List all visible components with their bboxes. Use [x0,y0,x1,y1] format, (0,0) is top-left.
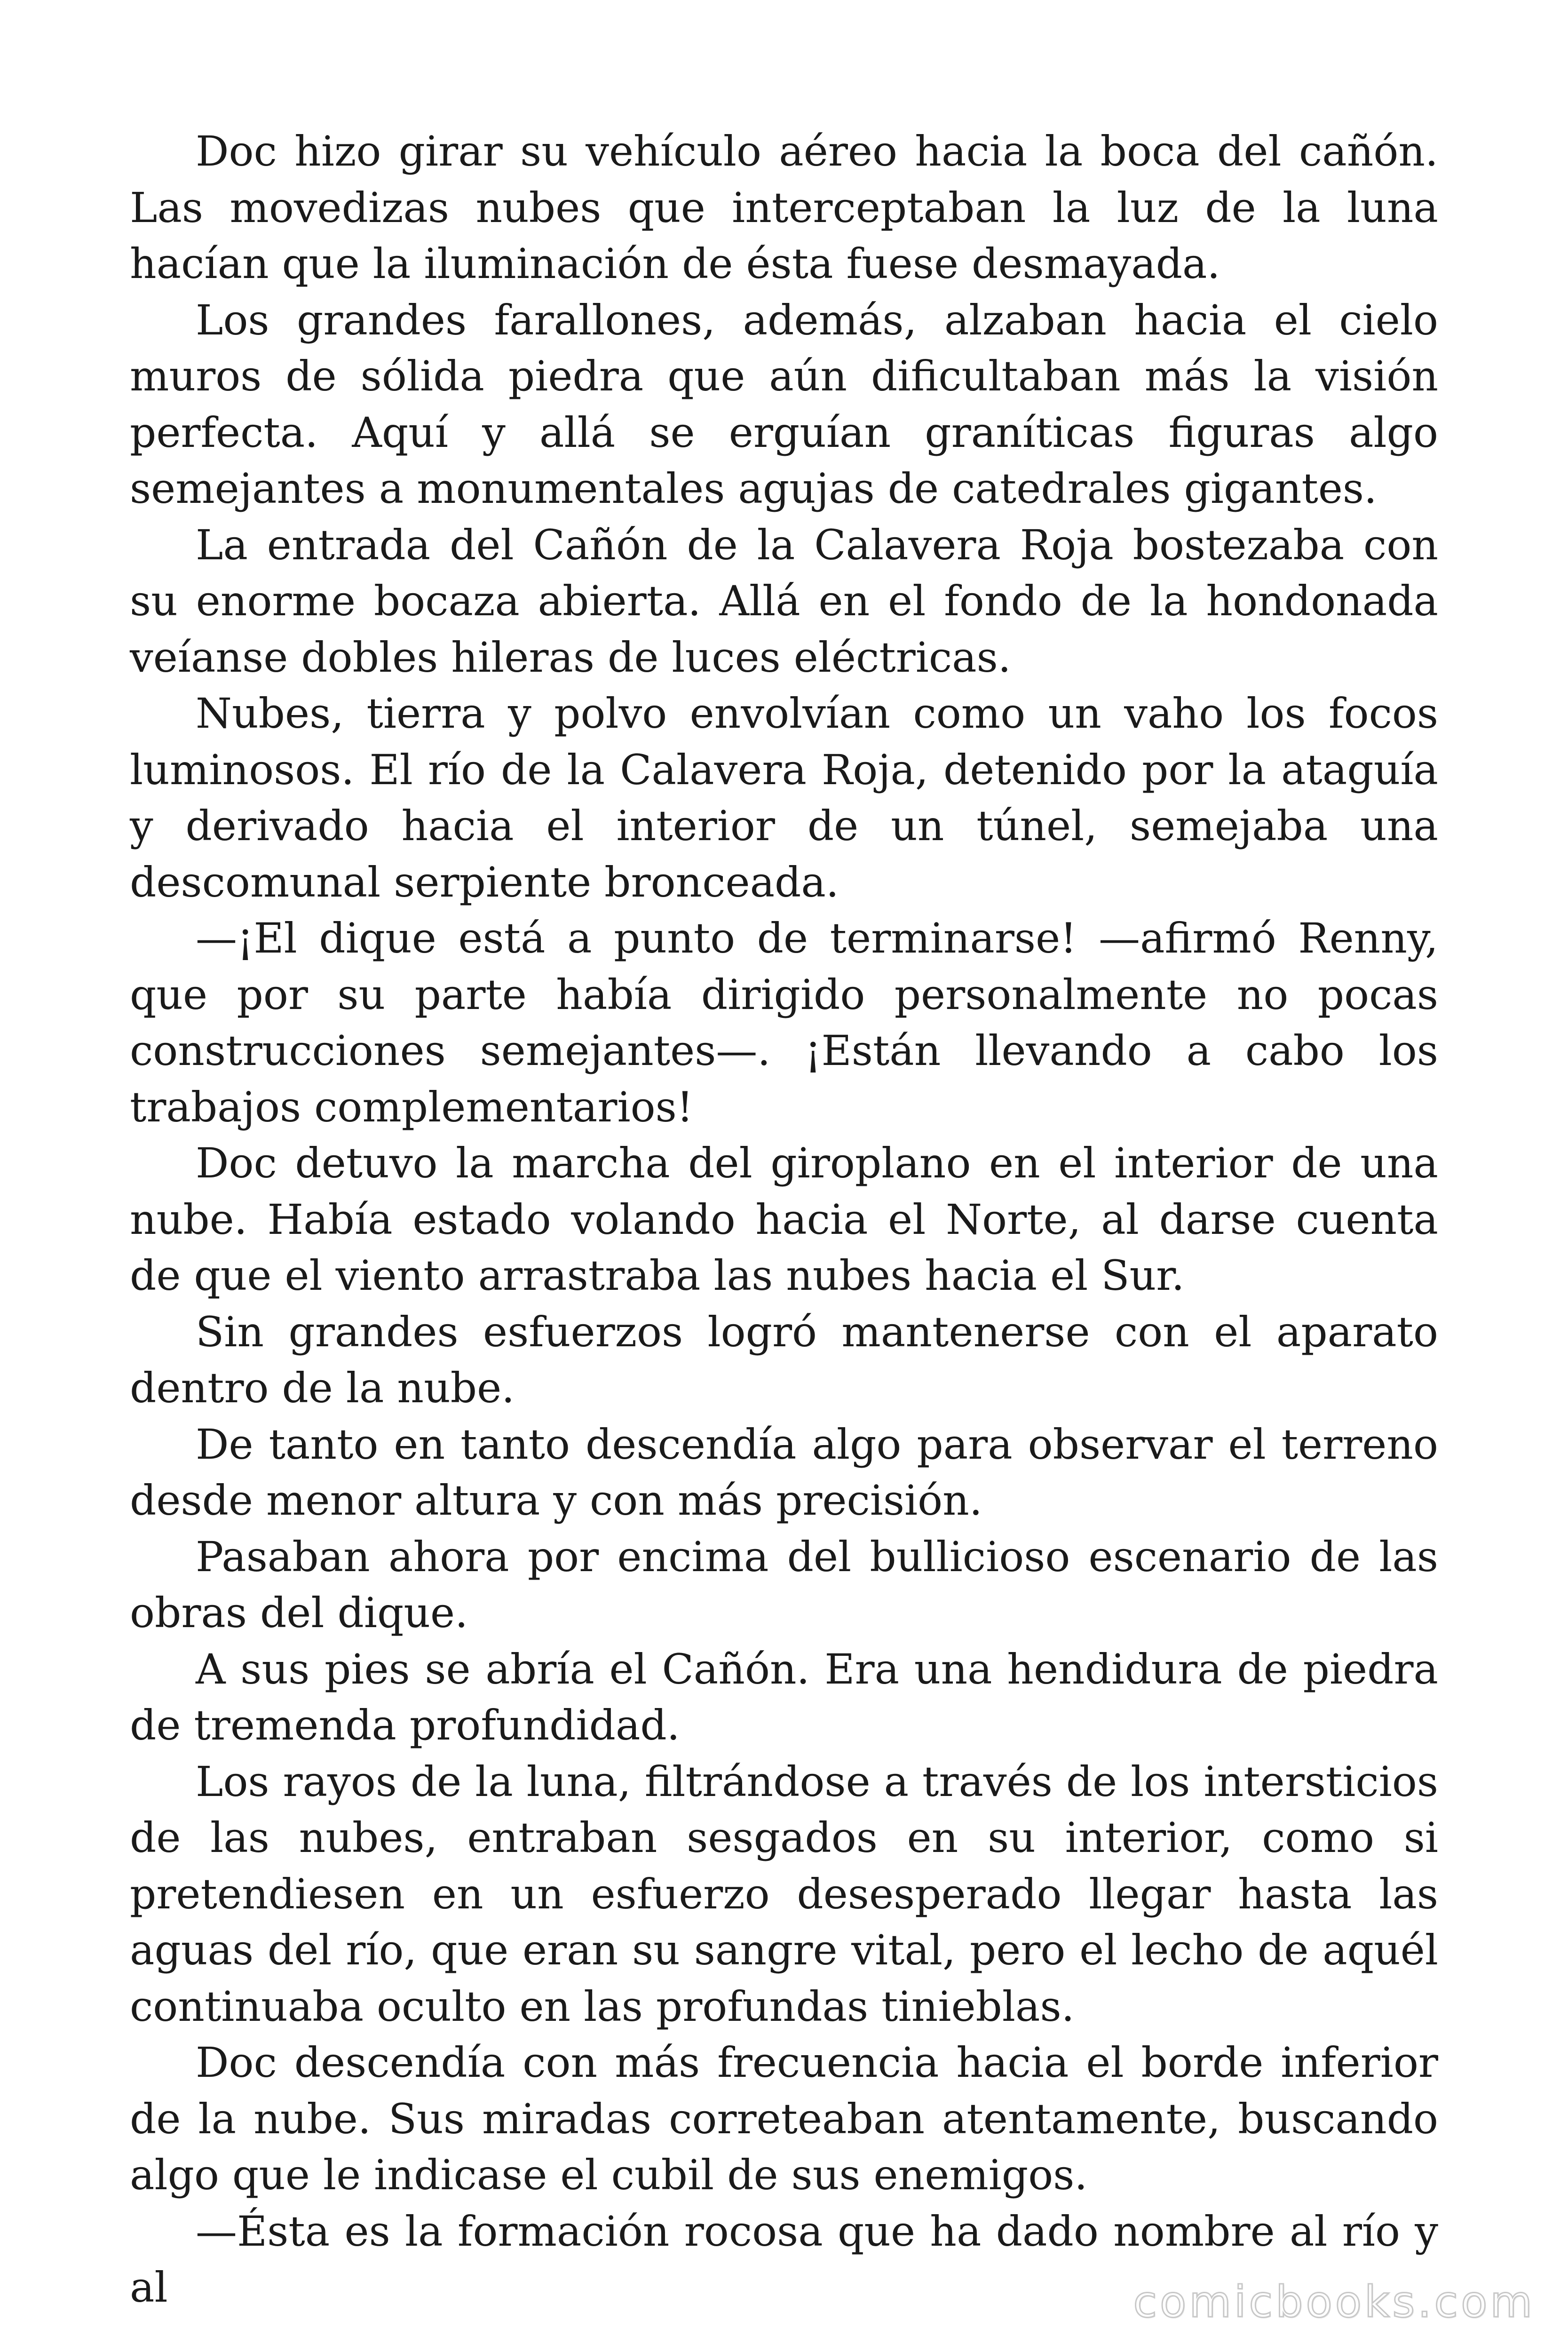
paragraph: Doc detuvo la marcha del giroplano en el interior de una nube. Había estado volando hacia el Norte, al darse cuenta de que el viento arrastraba las nubes hacia el Sur. [130,1139,1438,1300]
paragraph: Los rayos de la luna, filtrándose a través de los intersticios de las nubes, entraban sesgados en su interior, como si pretendiesen en un esfuerzo desesperado llegar hasta las aguas del río, que eran su sangre vital, pero el lecho de aquél continuaba oculto en las profundas tinieblas. [130,1757,1438,2031]
paragraph: Doc hizo girar su vehículo aéreo hacia la boca del cañón. Las movedizas nubes que interceptaban la luz de la luna hacían que la iluminación de ésta fuese desmayada. [130,127,1438,288]
paragraph: De tanto en tanto descendía algo para observar el terreno desde menor altura y con más precisión. [130,1420,1438,1525]
body-text [130,123,1438,2316]
paragraph: Doc descendía con más frecuencia hacia el borde inferior de la nube. Sus miradas correteaban atentamente, buscando algo que le indicase el cubil de sus enemigos. [130,2038,1438,2199]
paragraph: —Ésta es la formación rocosa que ha dado nombre al río y al [130,2207,1438,2312]
paragraph: Los grandes farallones, además, alzaban hacia el cielo muros de sólida piedra que aún dificultaban más la visión perfecta. Aquí y allá se erguían graníticas figuras algo semejantes a monumentales agujas de catedrales gigantes. [130,295,1438,513]
paragraph: Nubes, tierra y polvo envolvían como un vaho los focos luminosos. El río de la Calavera Roja, detenido por la ataguía y derivado hacia el interior de un túnel, semejaba una descomunal serpiente bronceada. [130,689,1438,906]
watermark: comicbooks.com [1133,2277,1535,2327]
paragraph: Pasaban ahora por encima del bullicioso escenario de las obras del dique. [130,1532,1438,1637]
paragraph: A sus pies se abría el Cañón. Era una hendidura de piedra de tremenda profundidad. [130,1645,1438,1749]
paragraph: La entrada del Cañón de la Calavera Roja bostezaba con su enorme bocaza abierta. Allá en el fondo de la hondonada veíanse dobles hileras de luces eléctricas. [130,520,1438,682]
paragraph: —¡El dique está a punto de terminarse! —afirmó Renny, que por su parte había dirigido personalmente no pocas construcciones semejantes—. ¡Están llevando a cabo los trabajos complementarios! [130,914,1438,1131]
paragraph: Sin grandes esfuerzos logró mantenerse con el aparato dentro de la nube. [130,1307,1438,1412]
